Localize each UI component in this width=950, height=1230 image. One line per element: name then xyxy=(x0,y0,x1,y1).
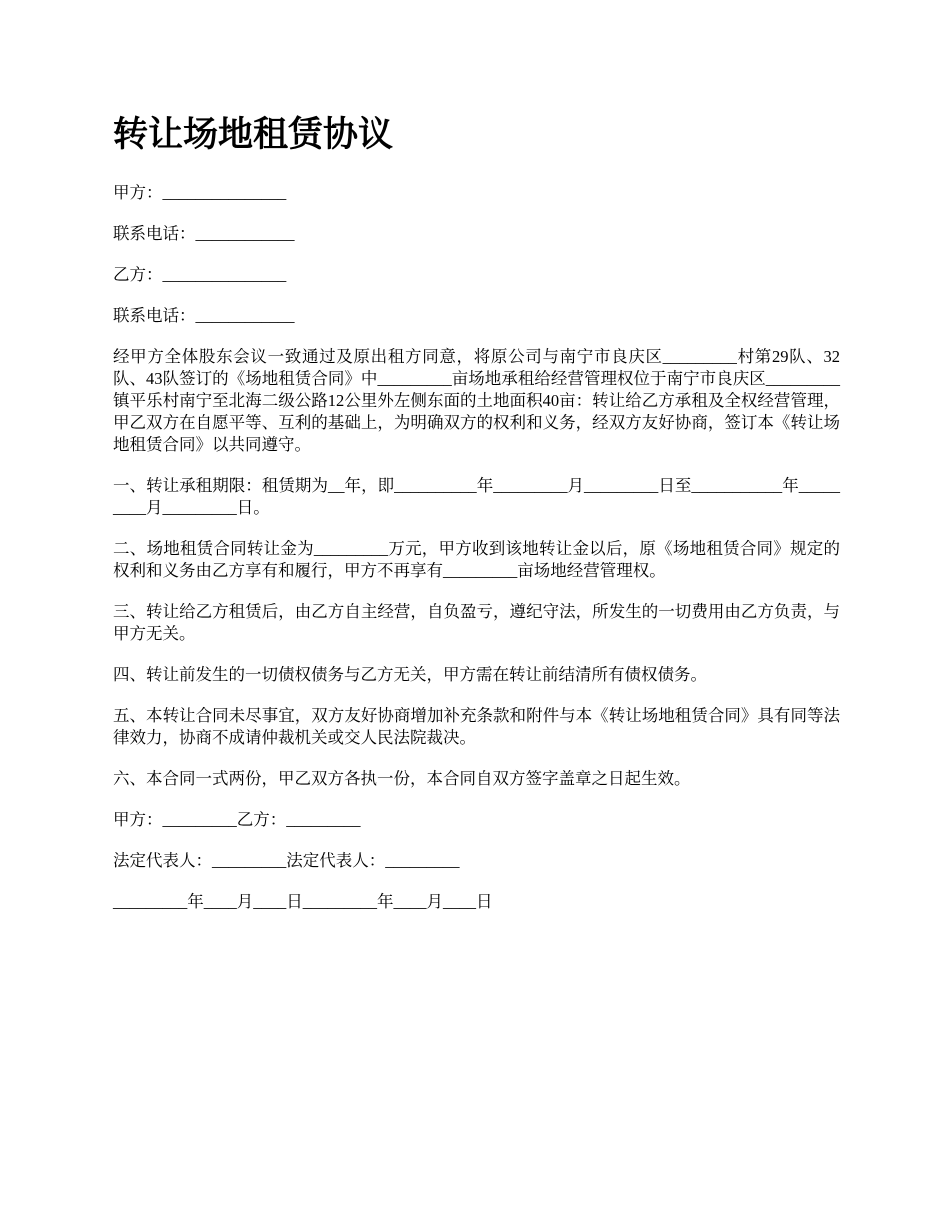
preamble-paragraph: 经甲方全体股东会议一致通过及原出租方同意，将原公司与南宁市良庆区_________村第29队、32队、43队签订的《场地租赁合同》中_________亩场地承租给经营管理权位于南宁市良庆区_________镇平乐村南宁至北海二级公路12公里外左侧东面的土地面积40亩：转让给乙方承租及全权经营管理，甲乙双方在自愿平等、互利的基础上，为明确双方的权利和义务，经双方友好协商，签订本《转让场地租赁合同》以共同遵守。 xyxy=(113,347,840,454)
party-b-line: 乙方：_______________ xyxy=(113,265,287,284)
signature-parties-line: 甲方：_________乙方：_________ xyxy=(113,810,361,829)
party-b-phone-line: 联系电话：____________ xyxy=(113,306,295,325)
document-page xyxy=(113,112,840,932)
signature-representatives-line: 法定代表人：_________法定代表人：_________ xyxy=(113,851,460,870)
party-a-phone-line: 联系电话：____________ xyxy=(113,224,295,243)
clause-2: 二、场地租赁合同转让金为_________万元，甲方收到该地转让金以后，原《场地租赁合同》规定的权利和义务由乙方享有和履行，甲方不再享有_________亩场地经营管理权。 xyxy=(113,539,840,580)
signature-dates-line: _________年____月____日_________年____月____日 xyxy=(113,892,493,911)
party-a-line: 甲方：_______________ xyxy=(113,183,287,202)
clause-6: 六、本合同一式两份，甲乙双方各执一份，本合同自双方签字盖章之日起生效。 xyxy=(113,769,691,788)
clause-1: 一、转让承租期限：租赁期为__年，即__________年_________月_________日至___________年_________月_________日。 xyxy=(113,476,840,517)
document-title: 转让场地租赁协议 xyxy=(113,115,394,155)
clause-5: 五、本转让合同未尽事宜，双方友好协商增加补充条款和附件与本《转让场地租赁合同》具有同等法律效力，协商不成请仲裁机关或交人民法院裁决。 xyxy=(113,706,840,747)
clause-3: 三、转让给乙方租赁后，由乙方自主经营，自负盈亏，遵纪守法，所发生的一切费用由乙方负责，与甲方无关。 xyxy=(113,602,840,643)
clause-4: 四、转让前发生的一切债权债务与乙方无关，甲方需在转让前结清所有债权债务。 xyxy=(113,665,707,684)
